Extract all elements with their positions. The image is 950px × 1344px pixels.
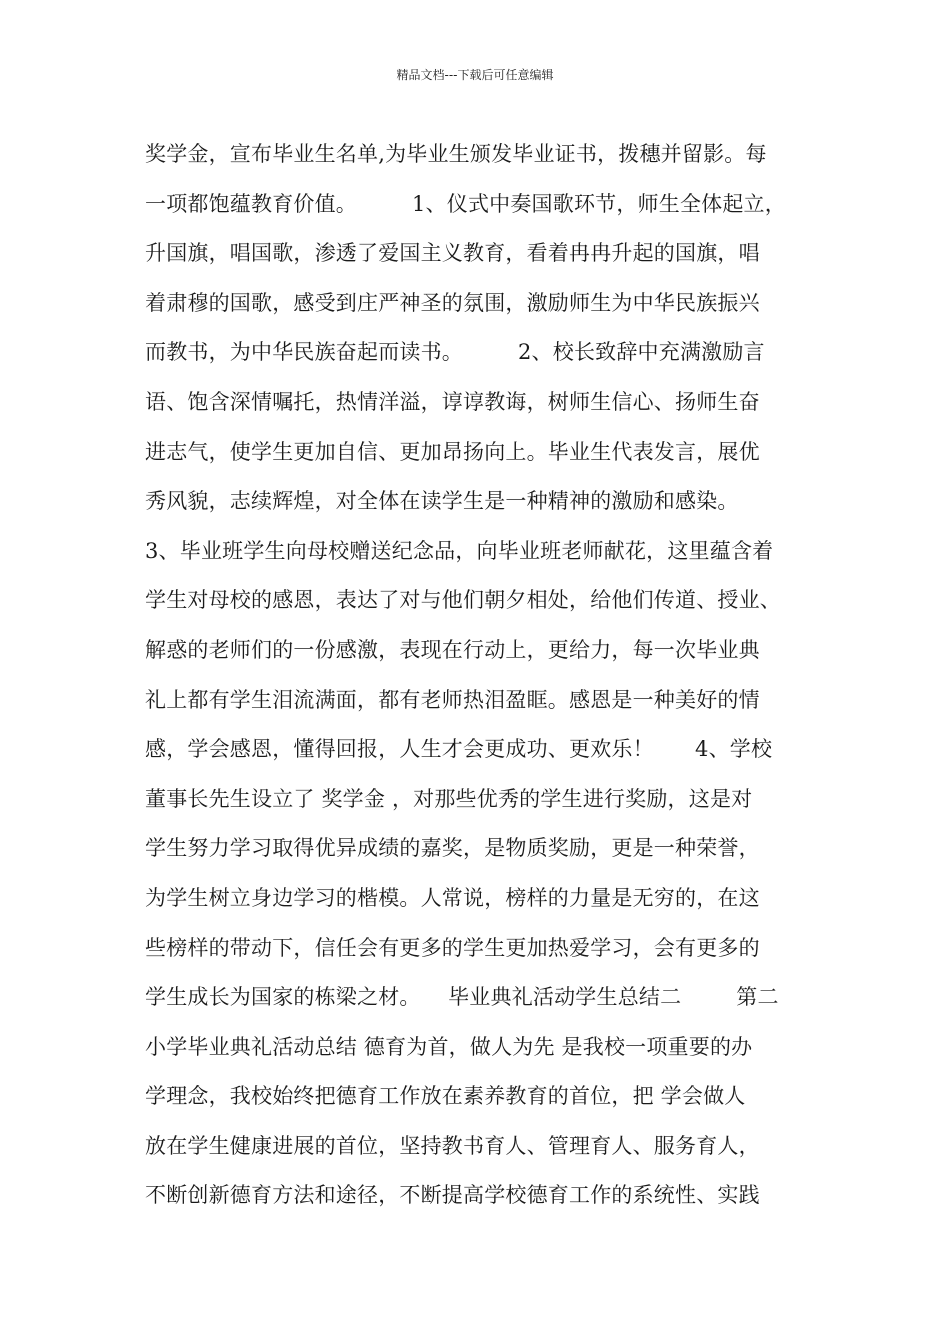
text-line: 不断创新德育方法和途径，不断提高学校德育工作的系统性、实践 (145, 1183, 760, 1208)
text-line: 董事长先生设立了 奖学金 ，对那些优秀的学生进行奖励，这是对 (145, 786, 753, 811)
text-line: 而教书，为中华民族奋起而读书。 2、校长致辞中充满激励言 (145, 340, 765, 365)
text-line: 秀风貌，志续辉煌，对全体在读学生是一种精神的激励和感染。 (145, 489, 739, 514)
text-line: 进志气，使学生更加自信、更加昂扬向上。毕业生代表发言，展优 (145, 439, 760, 464)
text-line: 解惑的老师们的一份感激，表现在行动上，更给力，每一次毕业典 (145, 637, 760, 662)
text-line: 学生努力学习取得优异成绩的嘉奖，是物质奖励，更是一种荣誉， (145, 836, 760, 861)
text-line: 为学生树立身边学习的楷模。人常说，榜样的力量是无穷的，在这 (145, 885, 760, 910)
text-line: 感，学会感恩，懂得回报，人生才会更成功、更欢乐！ 4、学校 (145, 737, 773, 762)
text-line: 奖学金，宣布毕业生名单,为毕业生颁发毕业证书，拨穗并留影。每 (145, 142, 767, 166)
text-line: 小学毕业典礼活动总结 德育为首，做人为先 是我校一项重要的办 (145, 1034, 753, 1059)
text-line: 3、毕业班学生向母校赠送纪念品，向毕业班老师献花，这里蕴含着 (145, 538, 774, 563)
page-header: 精品文档---下载后可任意编辑 (396, 68, 554, 82)
text-line: 升国旗，唱国歌，渗透了爱国主义教育，看着冉冉升起的国旗，唱 (145, 241, 760, 266)
text-line: 学生成长为国家的栋梁之材。 毕业典礼活动学生总结二 第二 (145, 985, 779, 1010)
text-line: 放在学生健康进展的首位，坚持教书育人、管理育人、服务育人， (145, 1133, 760, 1158)
text-line: 语、饱含深情嘱托，热情洋溢，谆谆教诲，树师生信心、扬师生奋 (145, 389, 760, 414)
text-line: 些榜样的带动下，信任会有更多的学生更加热爱学习，会有更多的 (145, 935, 760, 960)
text-line: 礼上都有学生泪流满面，都有老师热泪盈眶。感恩是一种美好的情 (145, 687, 760, 712)
text-line: 学理念，我校始终把德育工作放在素养教育的首位，把 学会做人 (145, 1084, 746, 1109)
text-line: 学生对母校的感恩，表达了对与他们朝夕相处，给他们传道、授业、 (145, 588, 781, 613)
text-line: 一项都饱蕴教育价值。 1、仪式中奏国歌环节，师生全体起立， (145, 191, 786, 216)
text-line: 着肃穆的国歌，感受到庄严神圣的氛围，激励师生为中华民族振兴 (145, 290, 760, 315)
body-text (145, 130, 815, 1221)
